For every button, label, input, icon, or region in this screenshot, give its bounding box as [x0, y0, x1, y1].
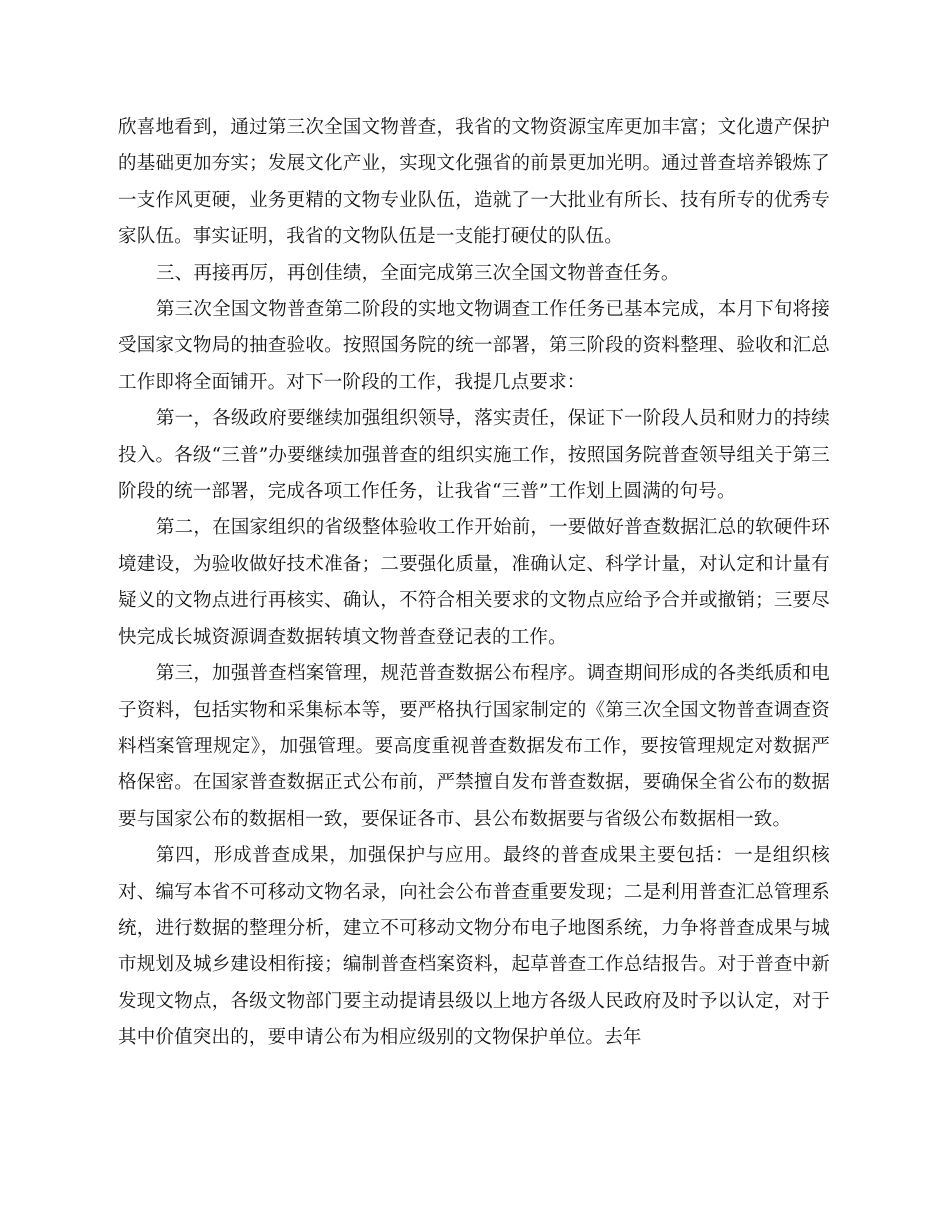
paragraph-7: 第四，形成普查成果，加强保护与应用。最终的普查成果主要包括：一是组织核对、编写本省不可移动文物名录，向社会公布普查重要发现；二是利用普查汇总管理系统，进行数据的整理分析，建立不可移动文物分布电子地图系统，力争将普查成果与城市规划及城乡建设相衔接；编制普查档案资料，起草普查工作总结报告。对于普查中新发现文物点，各级文物部门要主动提请县级以上地方各级人民政府及时予以认定，对于其中价值突出的，要申请公布为相应级别的文物保护单位。去年 — [118, 845, 830, 1049]
paragraph-6: 第三，加强普查档案管理，规范普查数据公布程序。调查期间形成的各类纸质和电子资料，包括实物和采集标本等，要严格执行国家制定的《第三次全国文物普查调查资料档案管理规定》，加强管理。要高度重视普查数据发布工作，要按管理规定对数据严格保密。在国家普查数据正式公布前，严禁擅自发布普查数据，要确保全省公布的数据要与国家公布的数据相一致，要保证各市、县公布数据要与省级公布数据相一致。 — [118, 663, 830, 830]
paragraph-3: 第三次全国文物普查第二阶段的实地文物调查工作任务已基本完成，本月下旬将接受国家文物局的抽查验收。按照国务院的统一部署，第三阶段的资料整理、验收和汇总工作即将全面铺开。对下一阶段的工作，我提几点要求： — [118, 299, 830, 393]
document-body — [118, 110, 830, 1057]
paragraph-2-section-heading: 三、再接再厉，再创佳绩，全面完成第三次全国文物普查任务。 — [155, 262, 680, 284]
paragraph-1: 欣喜地看到，通过第三次全国文物普查，我省的文物资源宝库更加丰富；文化遗产保护的基础更加夯实；发展文化产业，实现文化强省的前景更加光明。通过普查培养锻炼了一支作风更硬，业务更精的文物专业队伍，造就了一大批业有所长、技有所专的优秀专家队伍。事实证明，我省的文物队伍是一支能打硬仗的队伍。 — [118, 117, 830, 248]
paragraph-5: 第二，在国家组织的省级整体验收工作开始前，一要做好普查数据汇总的软硬件环境建设，为验收做好技术准备；二要强化质量，准确认定、科学计量，对认定和计量有疑义的文物点进行再核实、确认，不符合相关要求的文物点应给予合并或撤销；三要尽快完成长城资源调查数据转填文物普查登记表的工作。 — [118, 517, 830, 648]
paragraph-4: 第一，各级政府要继续加强组织领导，落实责任，保证下一阶段人员和财力的持续投入。各级“三普”办要继续加强普查的组织实施工作，按照国务院普查领导组关于第三阶段的统一部署，完成各项工作任务，让我省“三普”工作划上圆满的句号。 — [118, 408, 830, 503]
